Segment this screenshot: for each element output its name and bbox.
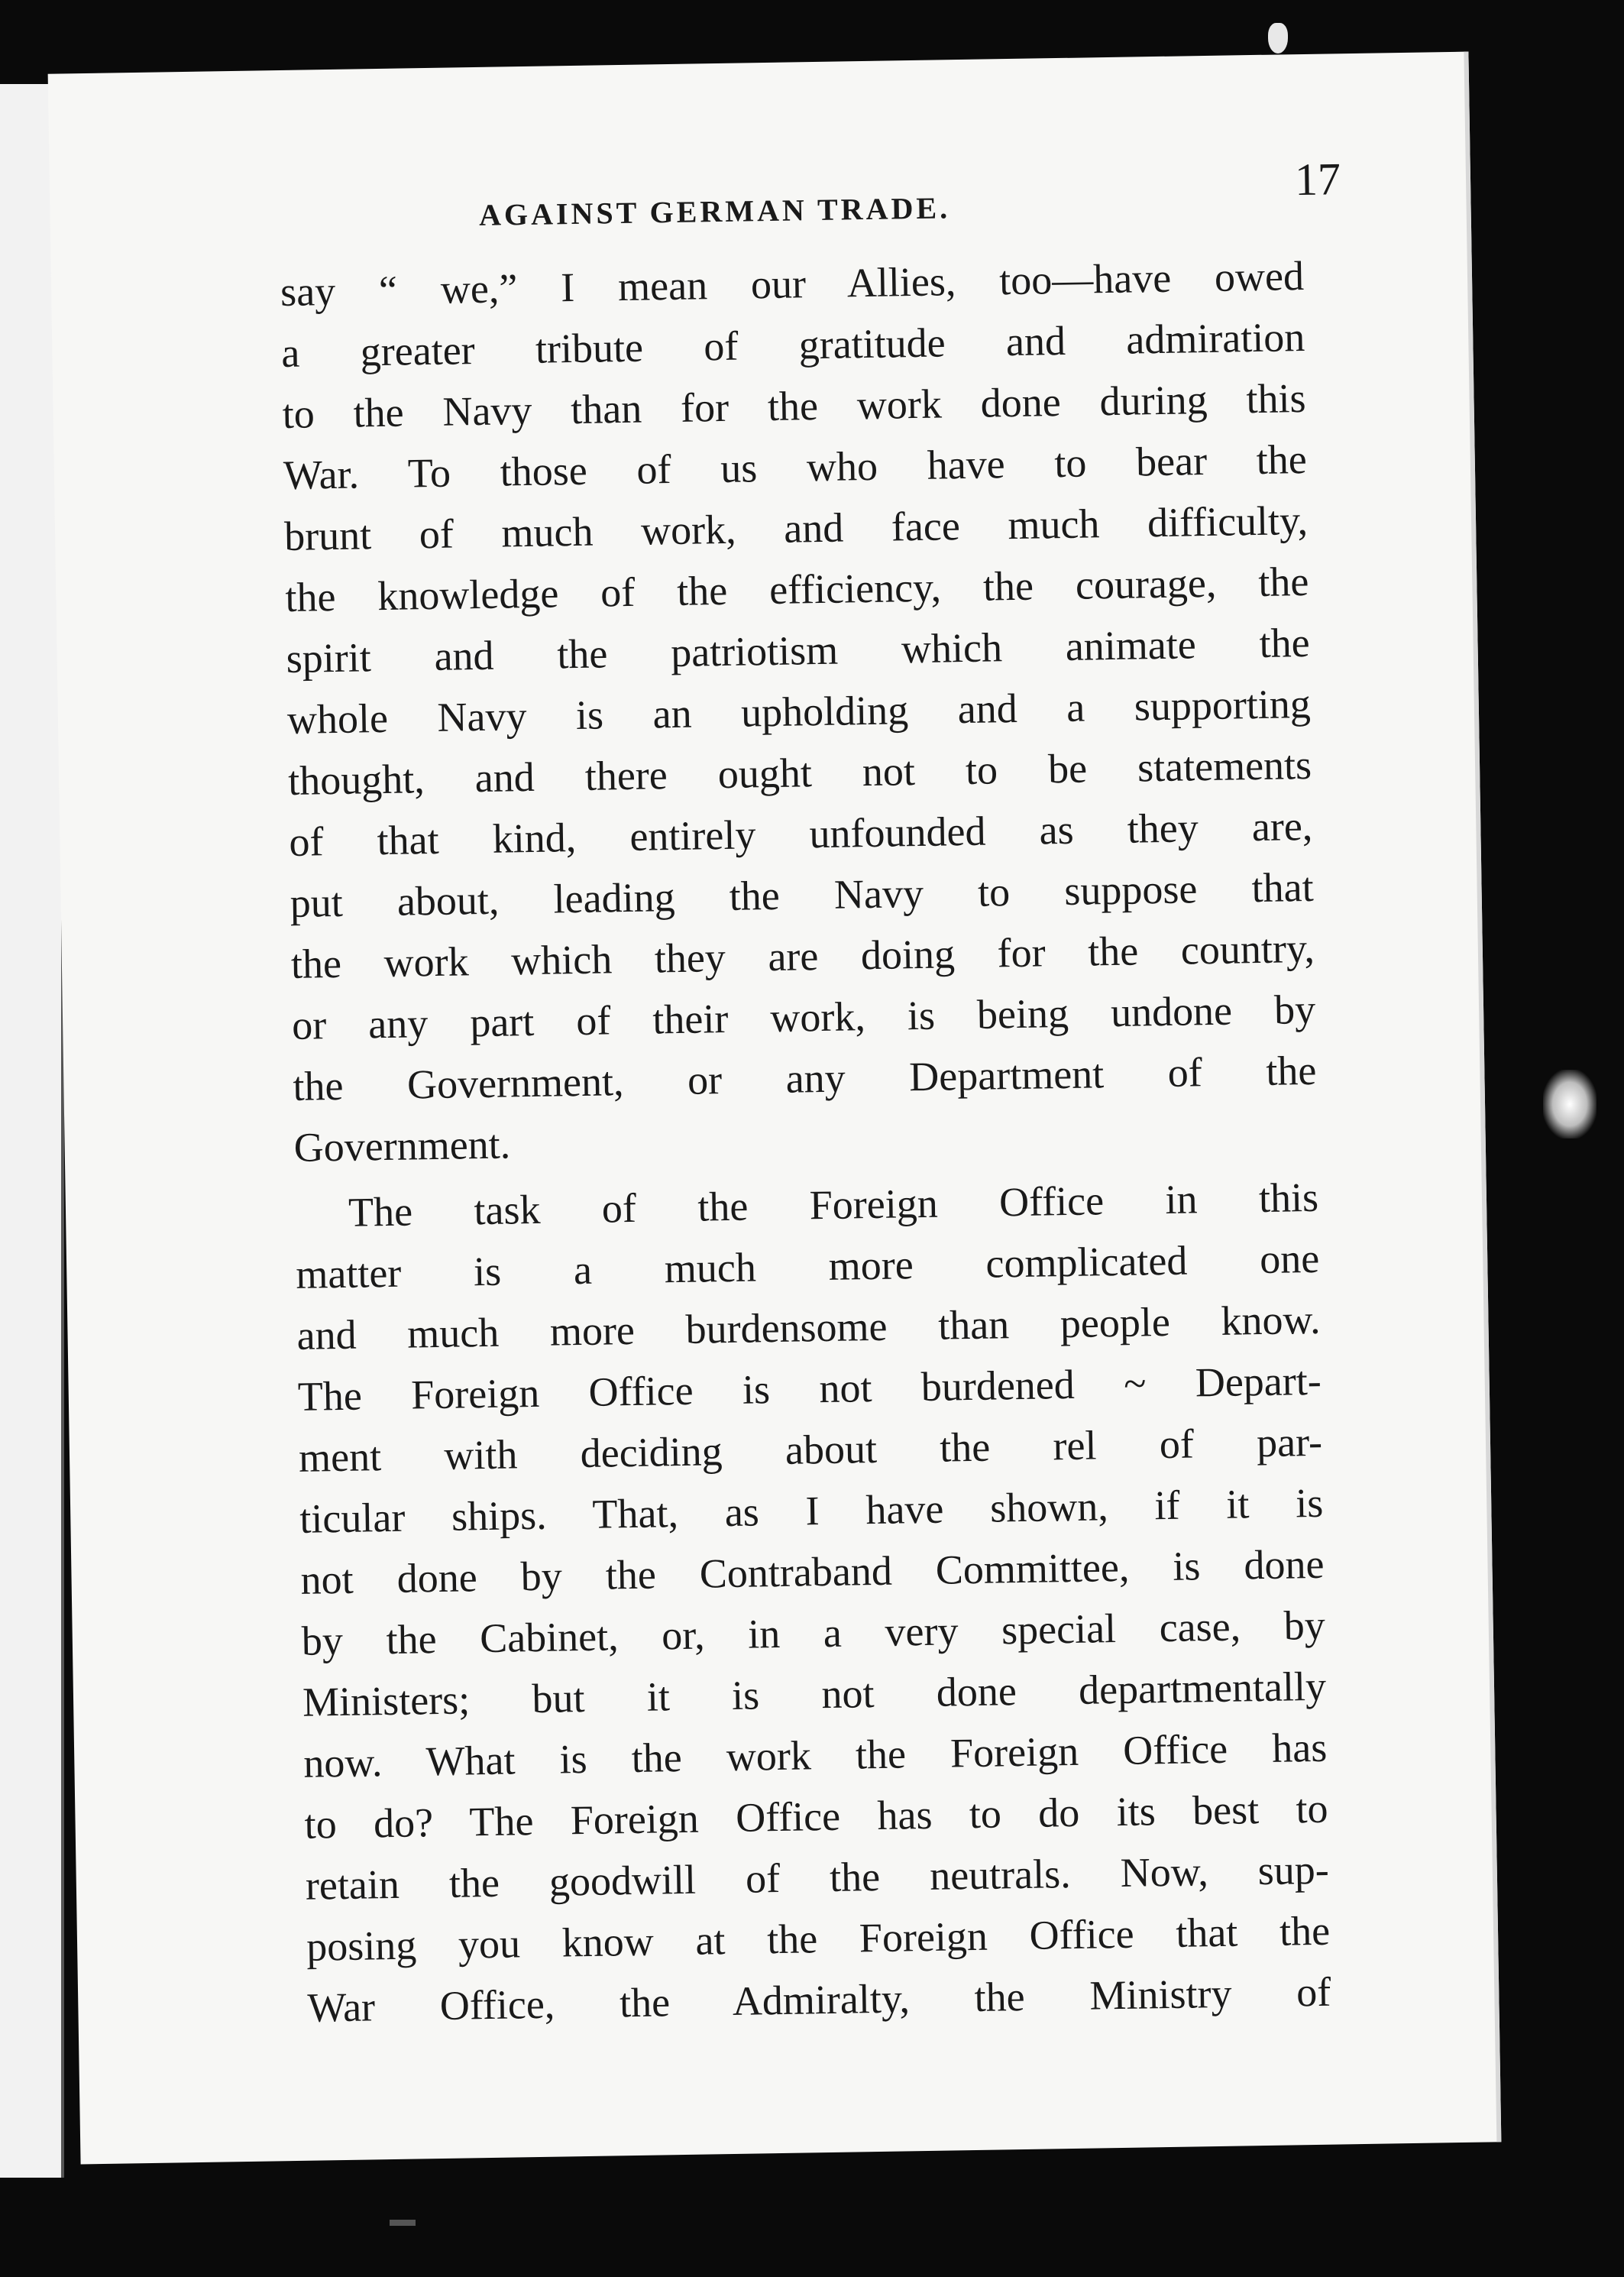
scan-artifact-mark bbox=[1268, 23, 1288, 53]
text-line: say “ we,” I mean our Allies, too—have owed bbox=[280, 252, 1305, 316]
text-line: ment with deciding about the rel of par- bbox=[298, 1418, 1323, 1481]
text-line: not done by the Contraband Committee, is done bbox=[300, 1540, 1325, 1603]
text-line: Ministers; but it is not done departmentally bbox=[302, 1663, 1327, 1725]
text-line: matter is a much more complicated one bbox=[295, 1235, 1320, 1297]
scan-glare bbox=[1543, 1070, 1597, 1138]
text-line: the Government, or any Department of the bbox=[293, 1047, 1317, 1109]
text-line: thought, and there ought not to be statements bbox=[287, 741, 1312, 804]
text-line: spirit and the patriotism which animate the bbox=[286, 619, 1310, 682]
text-line: whole Navy is an upholding and a supporting bbox=[286, 680, 1312, 743]
text-line: a greater tribute of gratitude and admiration bbox=[280, 313, 1305, 377]
text-line: to the Navy than for the work done during this bbox=[282, 374, 1306, 438]
book-page bbox=[48, 52, 1502, 2165]
text-line: or any part of their work, is being undone by bbox=[291, 986, 1316, 1048]
text-line: by the Cabinet, or, in a very special case, by bbox=[301, 1602, 1326, 1664]
text-line: and much more burdensome than people know. bbox=[296, 1296, 1321, 1359]
text-line: brunt of much work, and face much difficulty, bbox=[283, 497, 1309, 559]
text-line: the work which they are doing for the country, bbox=[290, 925, 1315, 987]
text-line: put about, leading the Navy to suppose that bbox=[290, 863, 1315, 926]
text-line: to do? The Foreign Office has to do its best to bbox=[304, 1785, 1328, 1848]
scan-artifact-mark bbox=[390, 2220, 416, 2226]
body-text bbox=[280, 245, 1331, 2039]
text-line: the knowledge of the efficiency, the courage, the bbox=[284, 558, 1309, 620]
text-line: ticular ships. That, as I have shown, if it is bbox=[299, 1479, 1324, 1542]
text-line: of that kind, entirely unfounded as they are, bbox=[288, 802, 1313, 865]
text-line: War Office, the Admiralty, the Ministry of bbox=[306, 1968, 1331, 2031]
text-line: now. What is the work the Foreign Office has bbox=[302, 1724, 1328, 1786]
running-head: AGAINST GERMAN TRADE. bbox=[478, 190, 951, 232]
page-number: 17 bbox=[1294, 154, 1341, 206]
text-line: The task of the Foreign Office in this bbox=[348, 1174, 1319, 1236]
text-line: The Foreign Office is not burdened ~ Depart- bbox=[297, 1357, 1322, 1420]
text-line: Government. bbox=[293, 1121, 511, 1171]
text-line: posing you know at the Foreign Office that the bbox=[306, 1907, 1331, 1970]
text-line: retain the goodwill of the neutrals. Now, sup- bbox=[305, 1846, 1330, 1909]
text-line: War. To those of us who have to bear the bbox=[283, 436, 1308, 498]
page-edge-shadow bbox=[1464, 52, 1501, 2143]
